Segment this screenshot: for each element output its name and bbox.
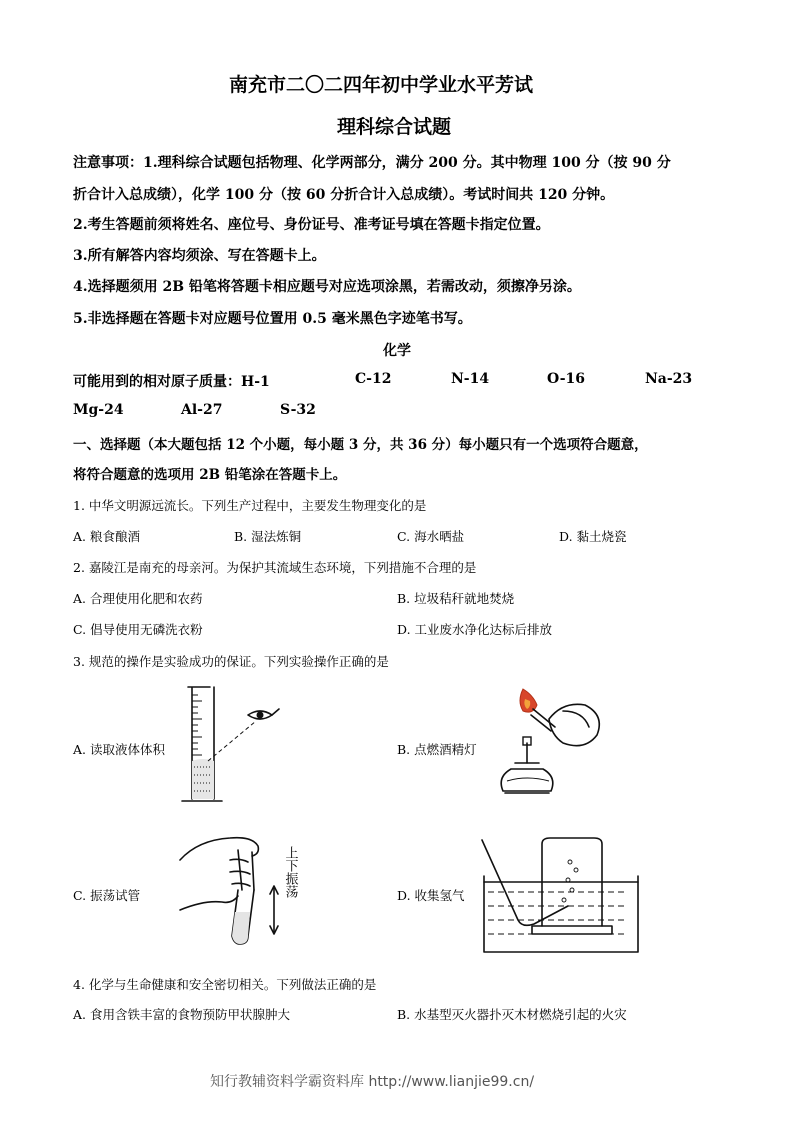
atomic-mass-s: S-32 bbox=[280, 402, 316, 418]
atomic-mass-o: O-16 bbox=[547, 371, 586, 387]
q2-option-d: D. 工业废水净化达标后排放 bbox=[397, 622, 553, 637]
shake-label: 上下振荡 bbox=[282, 846, 298, 898]
q2-option-c: C. 倡导使用无磷洗衣粉 bbox=[73, 622, 203, 637]
q1-stem: 1. 中华文明源远流长。下列生产过程中，主要发生物理变化的是 bbox=[73, 498, 427, 513]
q3-option-b: B. 点燃酒精灯 bbox=[397, 742, 477, 757]
notes-line-3: 2.考生答题前须将姓名、座位号、身份证号、准考证号填在答题卡指定位置。 bbox=[73, 217, 550, 233]
footer-watermark: 知行教辅资料学霸资料库 http://www.lianjie99.cn/ bbox=[210, 1074, 535, 1090]
exam-title: 南充市二〇二四年初中学业水平芳试 bbox=[229, 74, 534, 96]
q1-option-d: D. 黏土烧瓷 bbox=[559, 529, 627, 544]
notes-line-2: 折合计入总成绩），化学 100 分（按 60 分折合计入总成绩）。考试时间共 120 分钟。 bbox=[73, 187, 615, 203]
collect-hydrogen-figure bbox=[478, 836, 640, 956]
atomic-mass-c: C-12 bbox=[355, 371, 392, 387]
q2-stem: 2. 嘉陵江是南充的母亲河。为保护其流域生态环境，下列措施不合理的是 bbox=[73, 560, 477, 575]
q1-option-a: A. 粮食酿酒 bbox=[73, 529, 140, 544]
atomic-mass-na: Na-23 bbox=[645, 371, 693, 387]
q2-option-b: B. 垃圾秸秆就地焚烧 bbox=[397, 591, 515, 606]
notes-line-1: 注意事项：1.理科综合试题包括物理、化学两部分，满分 200 分。其中物理 100 分（按 90 分 bbox=[73, 155, 671, 171]
graduated-cylinder-figure bbox=[180, 683, 290, 805]
q4-option-b: B. 水基型灭火器扑灭木材燃烧引起的火灾 bbox=[397, 1007, 627, 1022]
atomic-mass-mg: Mg-24 bbox=[73, 402, 124, 418]
q4-stem: 4. 化学与生命健康和安全密切相关。下列做法正确的是 bbox=[73, 977, 377, 992]
notes-line-6: 5.非选择题在答题卡对应题号位置用 0.5 毫米黑色字迹笔书写。 bbox=[73, 311, 472, 327]
atomic-mass-al: Al-27 bbox=[181, 402, 223, 418]
exam-subtitle: 理科综合试题 bbox=[337, 116, 452, 138]
part1-heading-line-1: 一、选择题（本大题包括 12 个小题，每小题 3 分，共 36 分）每小题只有一个选项符合题意， bbox=[73, 437, 648, 453]
atomic-mass-intro: 可能用到的相对原子质量：H-1 bbox=[73, 374, 270, 390]
alcohol-lamp-figure bbox=[493, 681, 608, 799]
atomic-mass-n: N-14 bbox=[451, 371, 490, 387]
q1-option-c: C. 海水晒盐 bbox=[397, 529, 465, 544]
part1-heading-line-2: 将符合题意的选项用 2B 铅笔涂在答题卡上。 bbox=[73, 467, 347, 483]
q2-option-a: A. 合理使用化肥和农药 bbox=[73, 591, 203, 606]
shake-test-tube-figure bbox=[178, 832, 328, 950]
q3-option-c: C. 振荡试管 bbox=[73, 888, 141, 903]
section-label: 化学 bbox=[383, 343, 411, 359]
notes-line-5: 4.选择题须用 2B 铅笔将答题卡相应题号对应选项涂黑，若需改动，须擦净另涂。 bbox=[73, 279, 581, 295]
q3-option-a: A. 读取液体体积 bbox=[73, 742, 165, 757]
q4-option-a: A. 食用含铁丰富的食物预防甲状腺肿大 bbox=[73, 1007, 290, 1022]
notes-line-4: 3.所有解答内容均须涂、写在答题卡上。 bbox=[73, 248, 326, 264]
q1-option-b: B. 湿法炼铜 bbox=[234, 529, 302, 544]
q3-stem: 3. 规范的操作是实验成功的保证。下列实验操作正确的是 bbox=[73, 654, 389, 669]
q3-option-d: D. 收集氢气 bbox=[397, 888, 465, 903]
